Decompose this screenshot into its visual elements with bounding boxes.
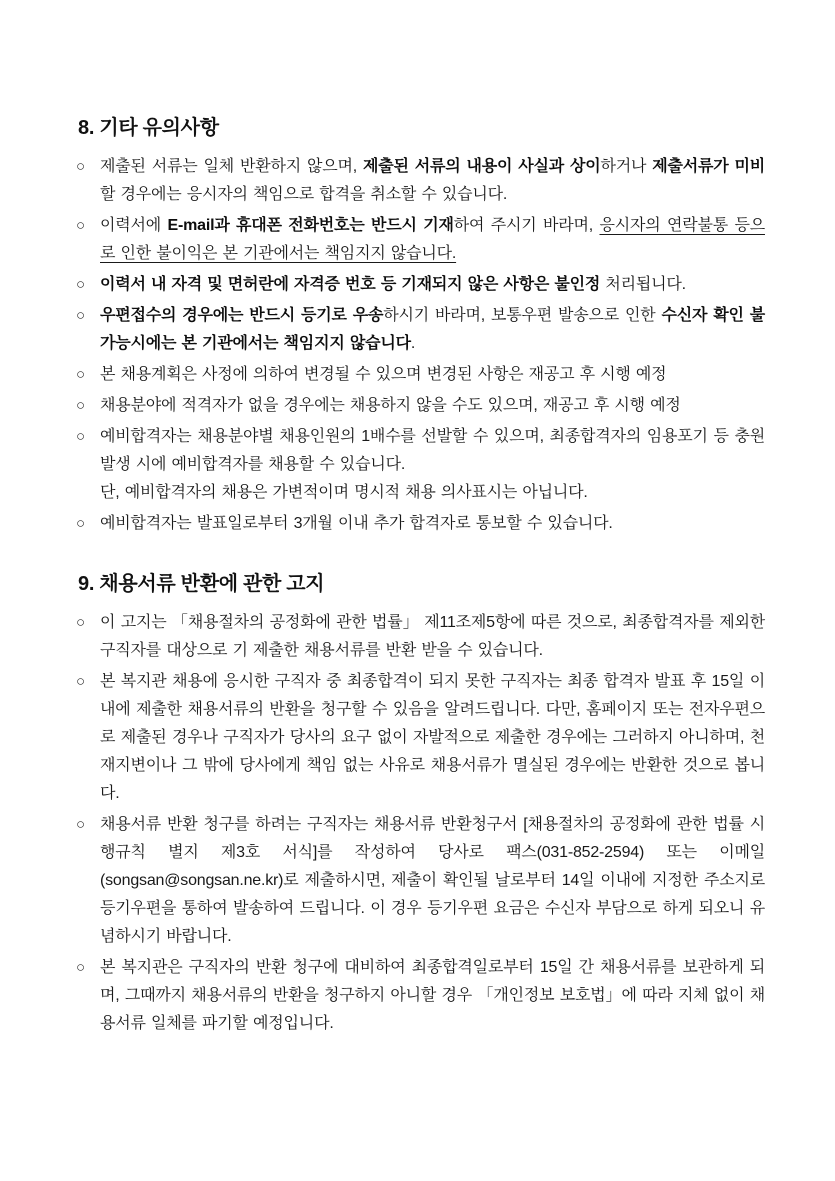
text-segment-normal: 이력서에 — [100, 217, 168, 234]
list-item — [76, 153, 765, 209]
item-text — [100, 510, 765, 538]
circle-bullet-icon: ○ — [76, 614, 86, 631]
list-item — [76, 668, 765, 808]
text-segment-normal: 본 채용계획은 사정에 의하여 변경될 수 있으며 변경된 사항은 재공고 후 시행 예정 — [100, 366, 667, 383]
item-text — [100, 271, 765, 299]
circle-bullet-icon: ○ — [76, 217, 86, 234]
text-segment-normal: 처리됩니다. — [600, 276, 686, 293]
text-segment-normal: 하시기 바라며, 보통우편 발송으로 인한 — [383, 307, 662, 324]
circle-bullet-icon: ○ — [76, 515, 86, 532]
item-text — [100, 954, 765, 1038]
circle-bullet-icon: ○ — [76, 307, 86, 324]
circle-bullet-icon: ○ — [76, 276, 86, 293]
list-item — [76, 811, 765, 951]
text-segment-normal: 본 복지관은 구직자의 반환 청구에 대비하여 최종합격일로부터 15일 간 채용서류를 보관하게 되며, 그때까지 채용서류의 반환을 청구하지 아니할 경우 「개인정보 보호법」에 따라 지체 없이 채용서류 일체를 파기할 예정입니다. — [100, 959, 765, 1032]
text-segment-normal: 채용분야에 적격자가 없을 경우에는 채용하지 않을 수도 있으며, 재공고 후 시행 예정 — [100, 397, 681, 414]
list-item — [76, 423, 765, 507]
item-text — [100, 668, 765, 808]
circle-bullet-icon: ○ — [76, 366, 86, 383]
section-9-heading: 9. 채용서류 반환에 관한 고지 — [78, 573, 325, 595]
item-text — [100, 609, 765, 665]
circle-bullet-icon: ○ — [76, 158, 86, 175]
item-text — [100, 361, 765, 389]
text-segment-normal: 채용서류 반환 청구를 하려는 구직자는 채용서류 반환청구서 [채용절차의 공정화에 관한 법률 시행규칙 별지 제3호 서식]를 작성하여 당사로 팩스(031-852-2594) 또는 이메일(songsan@songsan.ne.kr)로 제출하시면, 제출이 확인될 날로부터 14일 이내에 지정한 주소지로 등기우편을 통하여 발송하여 드립니다. 이 경우 등기우편 요금은 수신자 부담으로 하게 되오니 유념하시기 바랍니다. — [100, 816, 765, 945]
list-item — [76, 392, 765, 420]
circle-bullet-icon: ○ — [76, 959, 86, 976]
item-text — [100, 811, 765, 951]
circle-bullet-icon: ○ — [76, 428, 86, 445]
item-text — [100, 392, 765, 420]
circle-bullet-icon: ○ — [76, 673, 86, 690]
section-8-heading: 8. 기타 유의사항 — [78, 117, 219, 139]
text-segment-bold: 제출된 서류의 내용이 사실과 상이 — [362, 158, 601, 175]
list-item — [76, 609, 765, 665]
text-segment-normal: 하여 주시기 바라며, — [453, 217, 600, 234]
list-item — [76, 212, 765, 268]
list-item — [76, 510, 765, 538]
text-segment-normal: 예비합격자는 채용분야별 채용인원의 1배수를 선발할 수 있으며, 최종합격자의 임용포기 등 충원 발생 시에 예비합격자를 채용할 수 있습니다. — [100, 428, 765, 473]
text-segment-normal: 할 경우에는 응시자의 책임으로 합격을 취소할 수 있습니다. — [100, 186, 508, 203]
section-other-notices — [76, 114, 765, 538]
list-item — [76, 271, 765, 299]
item-text — [100, 212, 765, 268]
text-segment-bold: 수신자 확인 불가능시에는 본 기관에서는 책임지지 않습니다 — [100, 307, 765, 352]
text-segment-normal: . — [410, 335, 416, 352]
list-item — [76, 954, 765, 1038]
text-segment-bold: 우편접수의 경우에는 반드시 등기로 우송 — [100, 307, 384, 324]
list-item — [76, 302, 765, 358]
list-item — [76, 361, 765, 389]
circle-bullet-icon: ○ — [76, 397, 86, 414]
item-text — [100, 153, 765, 209]
text-segment-bold: E-mail과 휴대폰 전화번호는 반드시 기재 — [167, 217, 454, 234]
item-text — [100, 302, 765, 358]
text-segment-normal: 하거나 — [600, 158, 653, 175]
section-9-items — [76, 609, 765, 1038]
text-segment-normal: 예비합격자는 발표일로부터 3개월 이내 추가 합격자로 통보할 수 있습니다. — [100, 515, 613, 532]
section-8-items — [76, 153, 765, 538]
text-segment-underline: 응시자의 연락불통 등으로 인한 불이익은 본 기관에서는 책임지지 않습니다. — [100, 217, 765, 262]
text-segment-bold: 이력서 내 자격 및 면허란에 자격증 번호 등 기재되지 않은 사항은 불인정 — [100, 276, 601, 293]
text-segment-normal: 제출된 서류는 일체 반환하지 않으며, — [100, 158, 363, 175]
section-document-return-notice — [76, 570, 765, 1038]
circle-bullet-icon: ○ — [76, 816, 86, 833]
text-segment-normal: 이 고지는 「채용절차의 공정화에 관한 법률」 제11조제5항에 따른 것으로, 최종합격자를 제외한 구직자를 대상으로 기 제출한 채용서류를 반환 받을 수 있습니다. — [100, 614, 765, 659]
text-segment-bold: 제출서류가 미비 — [652, 158, 766, 175]
text-segment-normal: 본 복지관 채용에 응시한 구직자 중 최종합격이 되지 못한 구직자는 최종 합격자 발표 후 15일 이내에 제출한 채용서류의 반환을 청구할 수 있음을 알려드립니다. 다만, 홈페이지 또는 전자우편으로 제출된 경우나 구직자가 당사의 요구 없이 자발적으로 제출한 경우에는 그러하지 아니하며, 천재지변이나 그 밖에 당사에게 책임 없는 사유로 채용서류가 멸실된 경우에는 반환한 것으로 봅니다. — [100, 673, 765, 802]
item-text — [100, 423, 765, 507]
text-segment-normal: 단, 예비합격자의 채용은 가변적이며 명시적 채용 의사표시는 아닙니다. — [100, 484, 588, 501]
